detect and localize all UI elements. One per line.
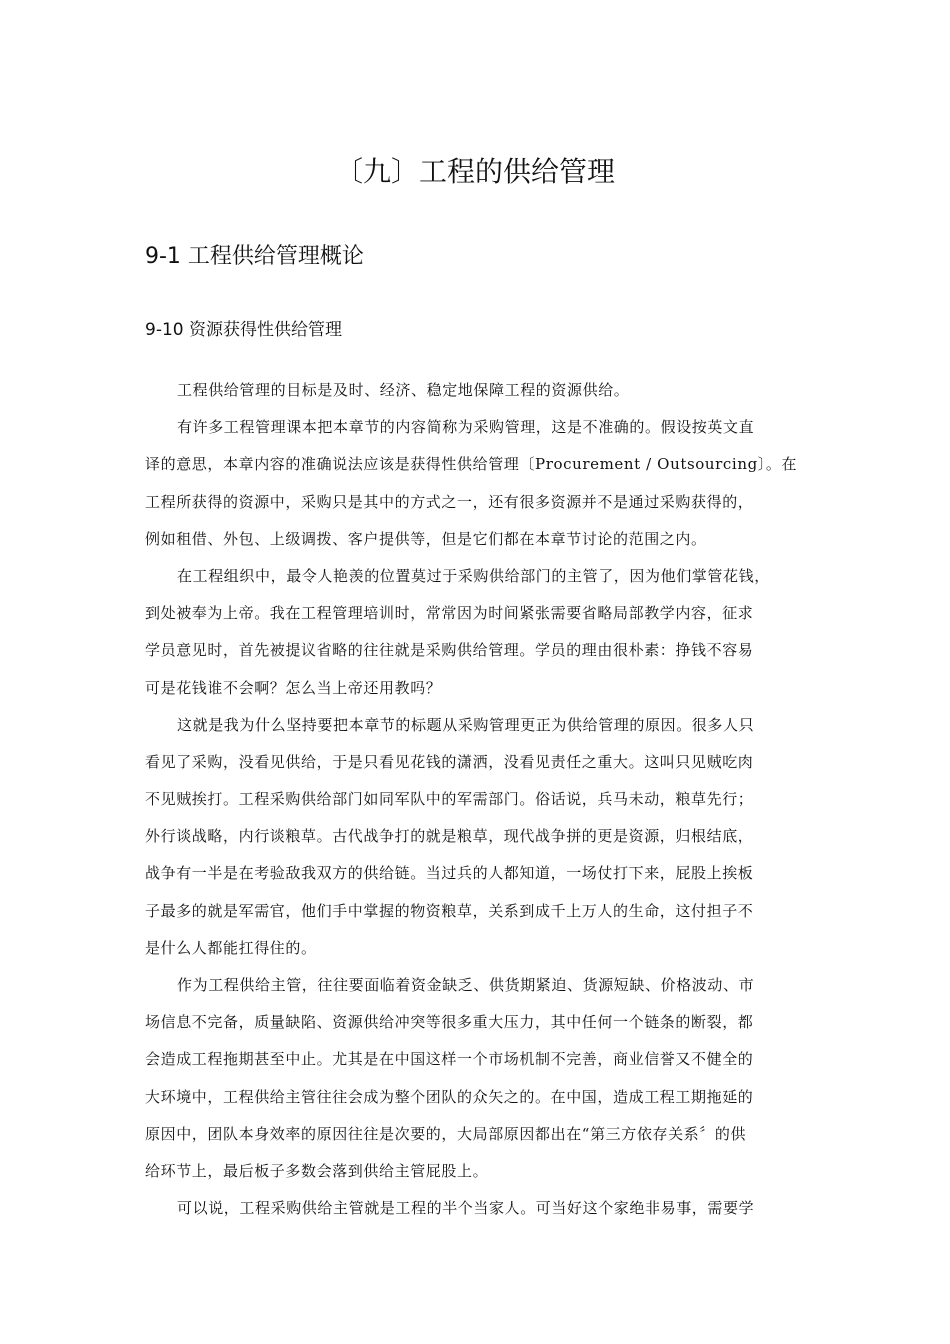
paragraph-line: 大环境中，工程供给主管往往会成为整个团队的众矢之的。在中国，造成工程工期拖延的 bbox=[145, 1087, 754, 1106]
paragraph-line: 例如租借、外包、上级调拨、客户提供等，但是它们都在本章节讨论的范围之内。 bbox=[145, 529, 707, 548]
paragraph-line: 工程供给管理的目标是及时、经济、稳定地保障工程的资源供给。 bbox=[177, 381, 630, 399]
paragraph-line: 原因中，团队本身效率的原因往往是次要的，大局部原因都出在“第三方依存关系〞的供 bbox=[145, 1124, 747, 1143]
paragraph-line: 这就是我为什么坚持要把本章节的标题从采购管理更正为供给管理的原因。很多人只 bbox=[177, 715, 755, 734]
paragraph-line: 看见了采购，没看见供给，于是只看见花钱的潇洒，没看见责任之重大。这叫只见贼吃肉 bbox=[145, 752, 754, 771]
paragraph-line: 外行谈战略，内行谈粮草。古代战争打的就是粮草，现代战争拼的更是资源，归根结底， bbox=[145, 827, 754, 846]
paragraph-line: 到处被奉为上帝。我在工程管理培训时，常常因为时间紧张需要省略局部教学内容，征求 bbox=[145, 604, 754, 623]
paragraph-line: 子最多的就是军需官，他们手中掌握的物资粮草，关系到成千上万人的生命，这付担子不 bbox=[145, 901, 754, 920]
paragraph-line: 会造成工程拖期甚至中止。尤其是在中国这样一个市场机制不完善，商业信誉又不健全的 bbox=[145, 1050, 754, 1069]
body-text bbox=[145, 372, 810, 1227]
section-heading: 9-1 工程供给管理概论 bbox=[145, 244, 364, 269]
paragraph-line: 在工程组织中，最令人艳羡的位置莫过于采购供给部门的主管了，因为他们掌管花钱， bbox=[177, 566, 770, 585]
paragraph-line: 作为工程供给主管，往往要面临着资金缺乏、供货期紧迫、货源短缺、价格波动、市 bbox=[177, 976, 755, 994]
paragraph-line: 不见贼挨打。工程采购供给部门如同军队中的军需部门。俗话说，兵马未动，粮草先行； bbox=[145, 790, 754, 809]
paragraph-line: 战争有一半是在考验敌我双方的供给链。当过兵的人都知道，一场仗打下来，屁股上挨板 bbox=[145, 864, 754, 883]
paragraph-line: 场信息不完备，质量缺陷、资源供给冲突等很多重大压力，其中任何一个链条的断裂，都 bbox=[145, 1013, 754, 1032]
paragraph-line: 译的意思，本章内容的准确说法应该是获得性供给管理〔Procurement / Outsourcing〕。在 bbox=[145, 455, 798, 474]
paragraph-line: 可是花钱谁不会啊？怎么当上帝还用教吗？ bbox=[145, 678, 442, 697]
paragraph-line: 工程所获得的资源中，采购只是其中的方式之一，还有很多资源并不是通过采购获得的， bbox=[145, 492, 754, 511]
paragraph-line: 可以说，工程采购供给主管就是工程的半个当家人。可当好这个家绝非易事，需要学 bbox=[177, 1199, 755, 1218]
page-title: 〔九〕工程的供给管理 bbox=[334, 155, 615, 188]
paragraph-line: 是什么人都能扛得住的。 bbox=[145, 938, 317, 957]
paragraph-line: 学员意见时，首先被提议省略的往往就是采购供给管理。学员的理由很朴素：挣钱不容易 bbox=[145, 641, 754, 660]
paragraph-line: 有许多工程管理课本把本章节的内容简称为采购管理，这是不准确的。假设按英文直 bbox=[177, 418, 755, 437]
subsection-heading: 9-10 资源获得性供给管理 bbox=[145, 320, 342, 340]
paragraph-line: 给环节上，最后板子多数会落到供给主管屁股上。 bbox=[145, 1161, 489, 1180]
